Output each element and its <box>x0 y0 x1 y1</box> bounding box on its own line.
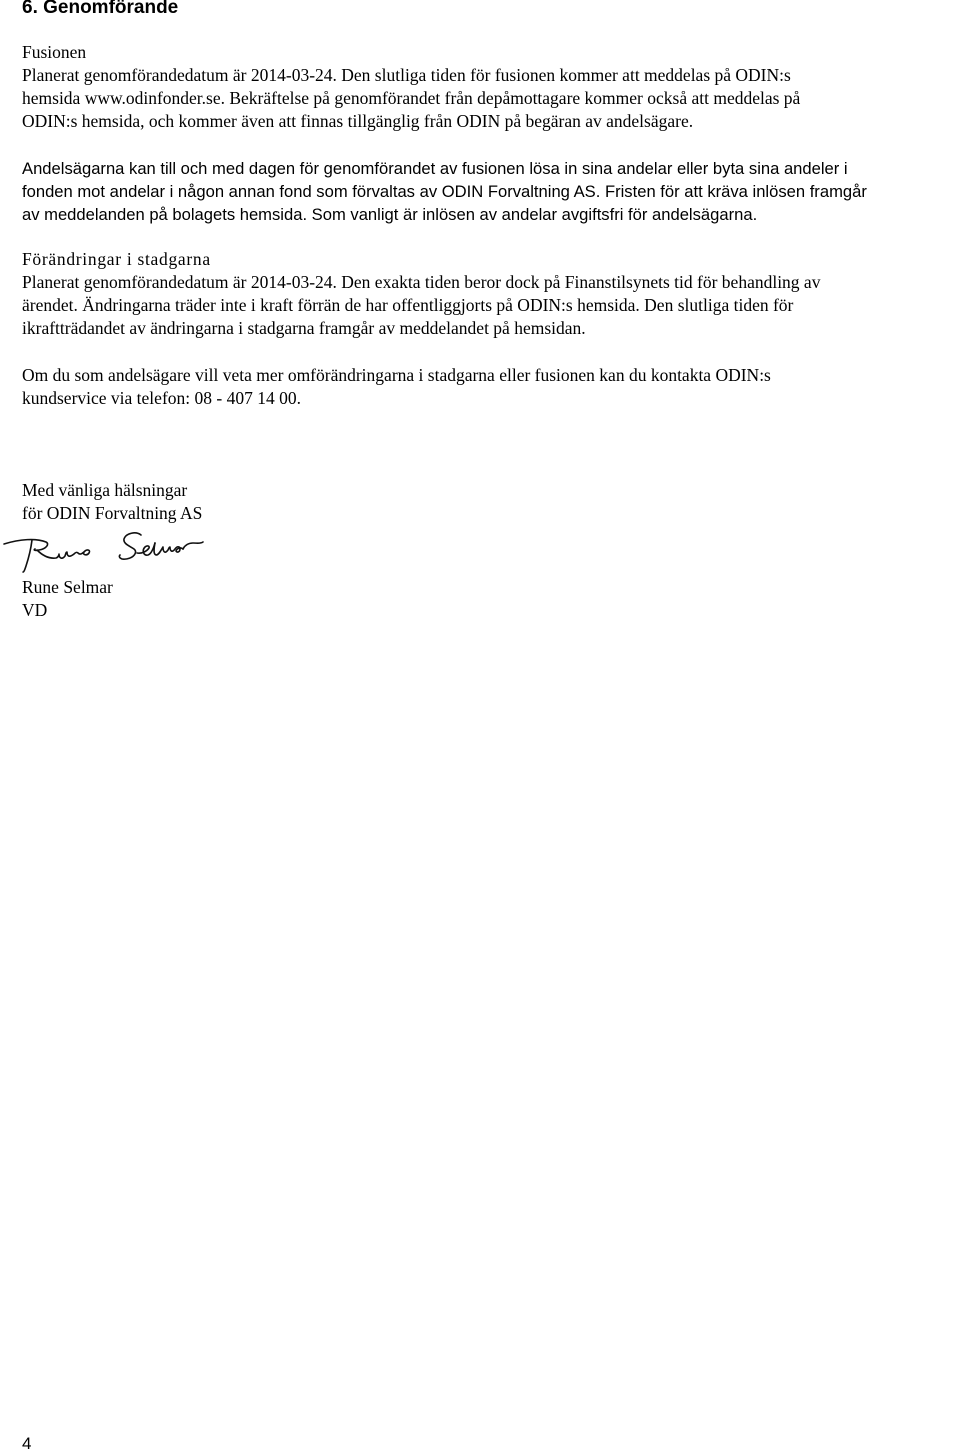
bylaws-title: Förändringar i stadgarna <box>22 249 211 269</box>
handwritten-signature <box>2 530 212 575</box>
signer-name: Rune Selmar <box>22 577 113 597</box>
contact-section <box>22 364 952 410</box>
fusion-section <box>22 41 952 133</box>
signer-block <box>22 576 952 622</box>
holders-text-line: Andelsägarna kan till och med dagen för genomförandet av fusionen lösa in sina andelar eller byta sina andeler i <box>22 159 848 178</box>
greeting: Med vänliga hälsningar <box>22 480 188 500</box>
bylaws-text-line: ikraftträdandet av ändringarna i stadgarna framgår av meddelandet på hemsidan. <box>22 318 586 338</box>
holders-text-line: av meddelanden på bolagets hemsida. Som vanligt är inlösen av andelar avgiftsfri för andelsägarna. <box>22 205 758 224</box>
holders-section <box>22 157 952 226</box>
company-name: för ODIN Forvaltning AS <box>22 503 203 523</box>
fusion-text-line: hemsida www.odinfonder.se. Bekräftelse på genomförandet från depåmottagare kommer också att meddelas på <box>22 88 801 108</box>
page-number: 4 <box>22 1434 32 1453</box>
fusion-text-line: ODIN:s hemsida, och kommer även att finnas tillgänglig från ODIN på begäran av andelsägare. <box>22 111 694 131</box>
holders-text-line: fonden mot andelar i någon annan fond som förvaltas av ODIN Forvaltning AS. Fristen för att kräva inlösen framgår <box>22 182 867 201</box>
bylaws-text-line: ärendet. Ändringarna träder inte i kraft förrän de har offentliggjorts på ODIN:s hemsida. Den slutliga tiden för <box>22 295 794 315</box>
contact-text-line: Om du som andelsägare vill veta mer omförändringarna i stadgarna eller fusionen kan du kontakta ODIN:s <box>22 365 771 385</box>
fusion-text-line: Planerat genomförandedatum är 2014-03-24. Den slutliga tiden för fusionen kommer att meddelas på ODIN:s <box>22 65 791 85</box>
signer-title: VD <box>22 600 48 620</box>
fusion-title: Fusionen <box>22 42 87 62</box>
closing-greeting-block <box>22 479 952 525</box>
bylaws-section <box>22 248 952 340</box>
contact-text-line: kundservice via telefon: 08 - 407 14 00. <box>22 388 301 408</box>
bylaws-text-line: Planerat genomförandedatum är 2014-03-24. Den exakta tiden beror dock på Finanstilsynets tid för behandling av <box>22 272 821 292</box>
section-heading: 6. Genomförande <box>22 0 179 18</box>
